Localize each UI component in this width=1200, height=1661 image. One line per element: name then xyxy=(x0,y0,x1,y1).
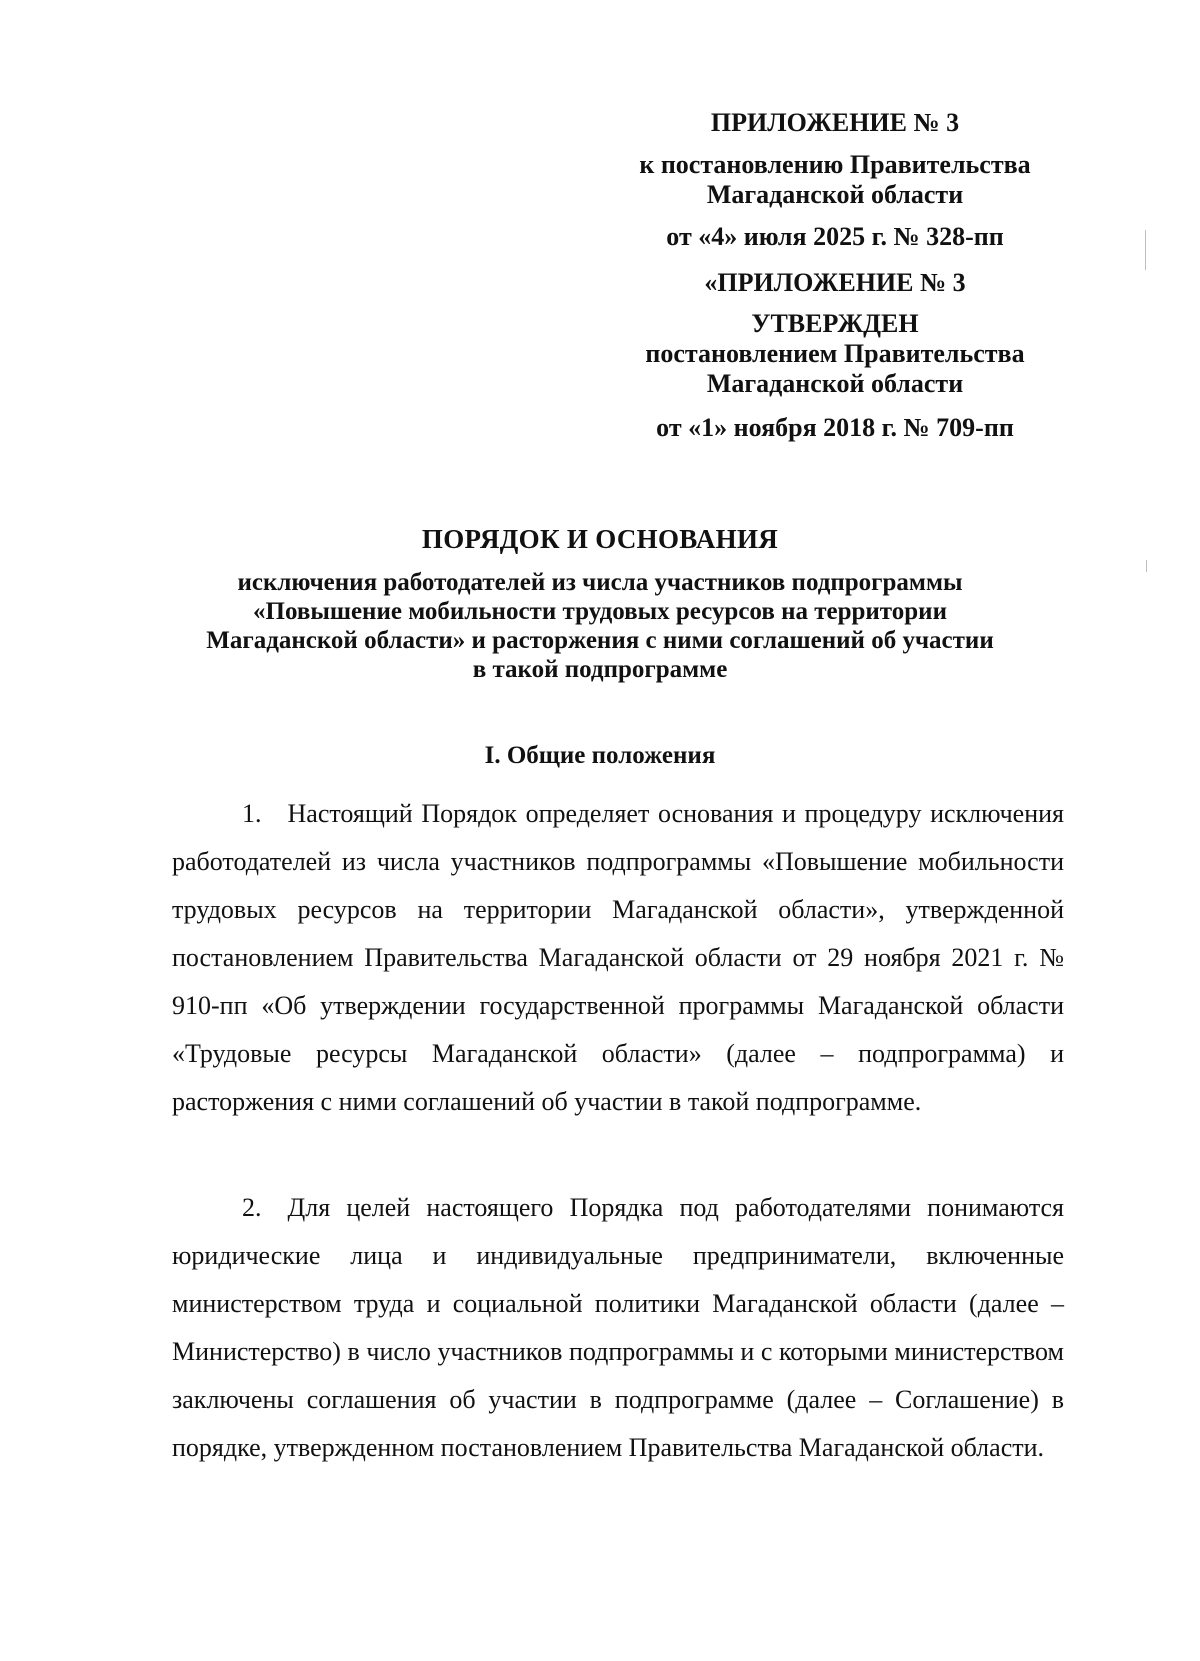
paragraph-2: 2. Для целей настоящего Порядка под работодателями понимаются юридические лица и индивидуальные предприниматели, включенные министерством труда и социальной политики Магаданской области (далее – Министерство) в число участников подпрограммы и с которыми министерством заключены соглашения об участии в подпрограмме (далее – Соглашение) в порядке, утвержденном постановлением Правительства Магаданской области. xyxy=(172,1193,1064,1462)
appendix-reference: к постановлению Правительства xyxy=(639,150,1031,179)
document-subtitle xyxy=(150,568,1050,684)
appendix-original-header xyxy=(600,268,1070,443)
scan-margin-mark xyxy=(1145,230,1146,270)
original-appendix-region: Магаданской области xyxy=(706,369,964,398)
approved-label: УТВЕРЖДЕН xyxy=(751,309,919,338)
appendix-date: от «4» июля 2025 г. № 328-пп xyxy=(666,222,1004,251)
appendix-current-header xyxy=(600,108,1070,252)
original-appendix-date: от «1» ноября 2018 г. № 709-пп xyxy=(656,413,1014,442)
subtitle-line: «Повышение мобильности трудовых ресурсов на территории xyxy=(253,598,947,625)
paragraph-1: 1. Настоящий Порядок определяет основания и процедуру исключения работодателей из числа участников подпрограммы «Повышение мобильности трудовых ресурсов на территории Магаданской области», утвержденной постановлением Правительства Магаданской области от 29 ноября 2021 г. № 910-пп «Об утверждении государственной программы Магаданской области «Трудовые ресурсы Магаданской области» (далее – подпрограмма) и расторжения с ними соглашений об участии в такой подпрограмме. xyxy=(172,799,1064,1116)
section-heading: I. Общие положения xyxy=(484,742,716,769)
subtitle-line: в такой подпрограмме xyxy=(472,656,728,683)
scan-margin-mark xyxy=(1146,560,1147,572)
document-title-block xyxy=(150,523,1050,684)
original-appendix-label: «ПРИЛОЖЕНИЕ № 3 xyxy=(704,268,966,297)
appendix-region: Магаданской области xyxy=(706,180,964,209)
document-title: ПОРЯДОК И ОСНОВАНИЯ xyxy=(421,524,779,554)
subtitle-line: Магаданской области» и расторжения с ними соглашений об участии xyxy=(206,627,994,654)
subtitle-line: исключения работодателей из числа участников подпрограммы xyxy=(237,569,963,596)
original-appendix-reference: постановлением Правительства xyxy=(645,339,1025,368)
appendix-label: ПРИЛОЖЕНИЕ № 3 xyxy=(710,108,960,137)
